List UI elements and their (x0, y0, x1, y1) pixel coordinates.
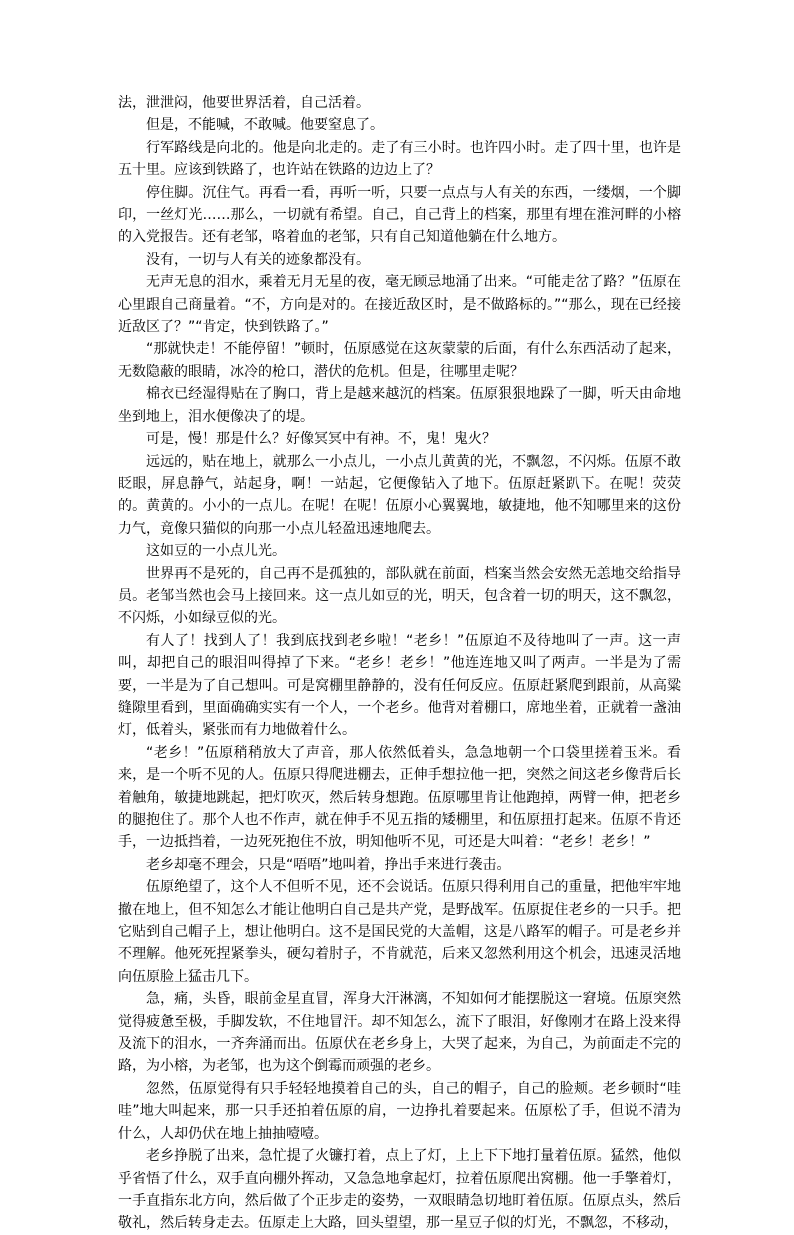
paragraph: 这如豆的一小点儿光。 (146, 543, 286, 560)
document-page (118, 92, 681, 1235)
paragraph: 远远的，贴在地上，就那么一小点儿，一小点儿黄黄的光，不飘忽，不闪烁。伍原不敢眨眼，屏息静气，站起身，啊！一站起，它便像钻入了地下。伍原赶紧趴下。在呢！荧荧的。黄黄的。小小的一点儿。在呢！在呢！伍原小心翼翼地，敏捷地，他不知哪里来的这份力气，竟像只猫似的向那一小点儿轻盈迅速地爬去。 (118, 453, 681, 537)
paragraph: 世界再不是死的，自己再不是孤独的，部队就在前面，档案当然会安然无恙地交给指导员。老邹当然也会马上接回来。这一点儿如豆的光，明天，包含着一切的明天，这不飘忽，不闪烁，小如绿豆似的光。 (118, 565, 681, 627)
paragraph: 无声无息的泪水，乘着无月无星的夜，毫无顾忌地涌了出来。“可能走岔了路？”伍原在心里跟自己商量着。“不，方向是对的。在接近敌区时，是不做路标的。”“那么，现在已经接近敌区了？”“肯定，快到铁路了。” (118, 274, 681, 336)
paragraph: 老乡却毫不理会，只是“唔唔”地叫着，挣出手来进行袭击。 (146, 856, 511, 873)
paragraph: “那就快走！不能停留！”顿时，伍原感觉在这灰蒙蒙的后面，有什么东西活动了起来，无数隐蔽的眼睛，冰冷的枪口，潜伏的危机。但是，往哪里走呢？ (118, 341, 681, 380)
paragraph: 但是，不能喊，不敢喊。他要窒息了。 (146, 117, 384, 134)
paragraph: 行军路线是向北的。他是向北走的。走了有三小时。也许四小时。走了四十里，也许是五十里。应该到铁路了，也许站在铁路的边边上了？ (118, 139, 681, 179)
paragraph: 伍原绝望了，这个人不但听不见，还不会说话。伍原只得利用自己的重量，把他牢牢地撤在地上，但不知怎么才能让他明白自己是共产党，是野战军。伍原捉住老乡的一只手。把它贴到自己帽子上，想让他明白。这不是国民党的大盖帽，这是八路军的帽子。可是老乡并不理解。他死死捏紧拳头，硬勾着肘子，不肯就范，后来又忽然利用这个机会，迅速灵活地向伍原脸上猛击几下。 (118, 879, 681, 985)
paragraph: 停住脚。沉住气。再看一看，再听一听，只要一点点与人有关的东西，一缕烟，一个脚印，一丝灯光……那么，一切就有希望。自己，自己背上的档案，那里有埋在淮河畔的小榕的入党报告。还有老邹，咯着血的老邹，只有自己知道他躺在什么地方。 (118, 184, 681, 246)
paragraph: 没有，一切与人有关的迹象都没有。 (146, 251, 370, 268)
paragraph: 老乡挣脱了出来，急忙提了火镰打着，点上了灯，上上下下地打量着伍原。猛然，他似乎省悟了什么，双手直向棚外挥动，又急急地拿起灯，拉着伍原爬出窝棚。他一手擎着灯，一手直指东北方向，然后做了个正步走的姿势，一双眼睛急切地盯着伍原。伍原点头，然后敬礼，然后转身走去。伍原走上大路，回头望望，那一星豆子似的灯光，不飘忽，不移动， (118, 1148, 681, 1232)
paragraph: 棉衣已经湿得贴在了胸口，背上是越来越沉的档案。伍原狠狠地跺了一脚，听天由命地坐到地上，泪水便像决了的堤。 (118, 386, 681, 425)
paragraph: 有人了！找到人了！我到底找到老乡啦！“老乡！”伍原迫不及待地叫了一声。这一声叫，却把自己的眼泪叫得掉了下来。“老乡！老乡！”他连连地又叫了两声。一半是为了需要，一半是为了自己想叫。可是窝棚里静静的，没有任何反应。伍原赶紧爬到跟前，从高粱缝隙里看到，里面确确实实有一个人，一个老乡。他背对着棚口，席地坐着，正就着一盏油灯，低着头，紧张而有力地做着什么。 (118, 632, 681, 739)
paragraph: 法，泄泄闷，他要世界活着，自己活着。 (118, 95, 370, 111)
paragraph: “老乡！”伍原稍稍放大了声音，那人依然低着头，急急地朝一个口袋里搓着玉米。看来，是一个听不见的人。伍原只得爬进棚去，正伸手想拉他一把，突然之间这老乡像背后长着触角，敏捷地跳起，把灯吹灭，然后转身想跑。伍原哪里肯让他跑掉，两臂一伸，把老乡的腿抱住了。那个人也不作声，就在伸手不见五指的矮棚里，和伍原扭打起来。伍原不肯还手，一边抵挡着，一边死死抱住不放，明知他听不见，可还是大叫着：“老乡！老乡！” (118, 744, 681, 851)
paragraph: 忽然，伍原觉得有只手轻轻地摸着自己的头，自己的帽子，自己的脸颊。老乡顿时“哇哇”地大叫起来，那一只手还拍着伍原的肩，一边挣扎着要起来。伍原松了手，但说不清为什么，人却仍伏在地上抽抽噎噎。 (118, 1080, 681, 1142)
paragraph: 可是，慢！那是什么？好像冥冥中有神。不，鬼！鬼火？ (146, 431, 496, 448)
paragraph: 急，痛，头昏，眼前金星直冒，浑身大汗淋漓，不知如何才能摆脱这一窘境。伍原突然觉得疲惫至极，手脚发软，不住地冒汗。却不知怎么，流下了眼泪，好像刚才在路上没来得及流下的泪水，一齐奔涌而出。伍原伏在老乡身上，大哭了起来，为自己，为前面走不完的路，为小榕，为老邹，也为这个倒霉而顽强的老乡。 (118, 991, 681, 1075)
